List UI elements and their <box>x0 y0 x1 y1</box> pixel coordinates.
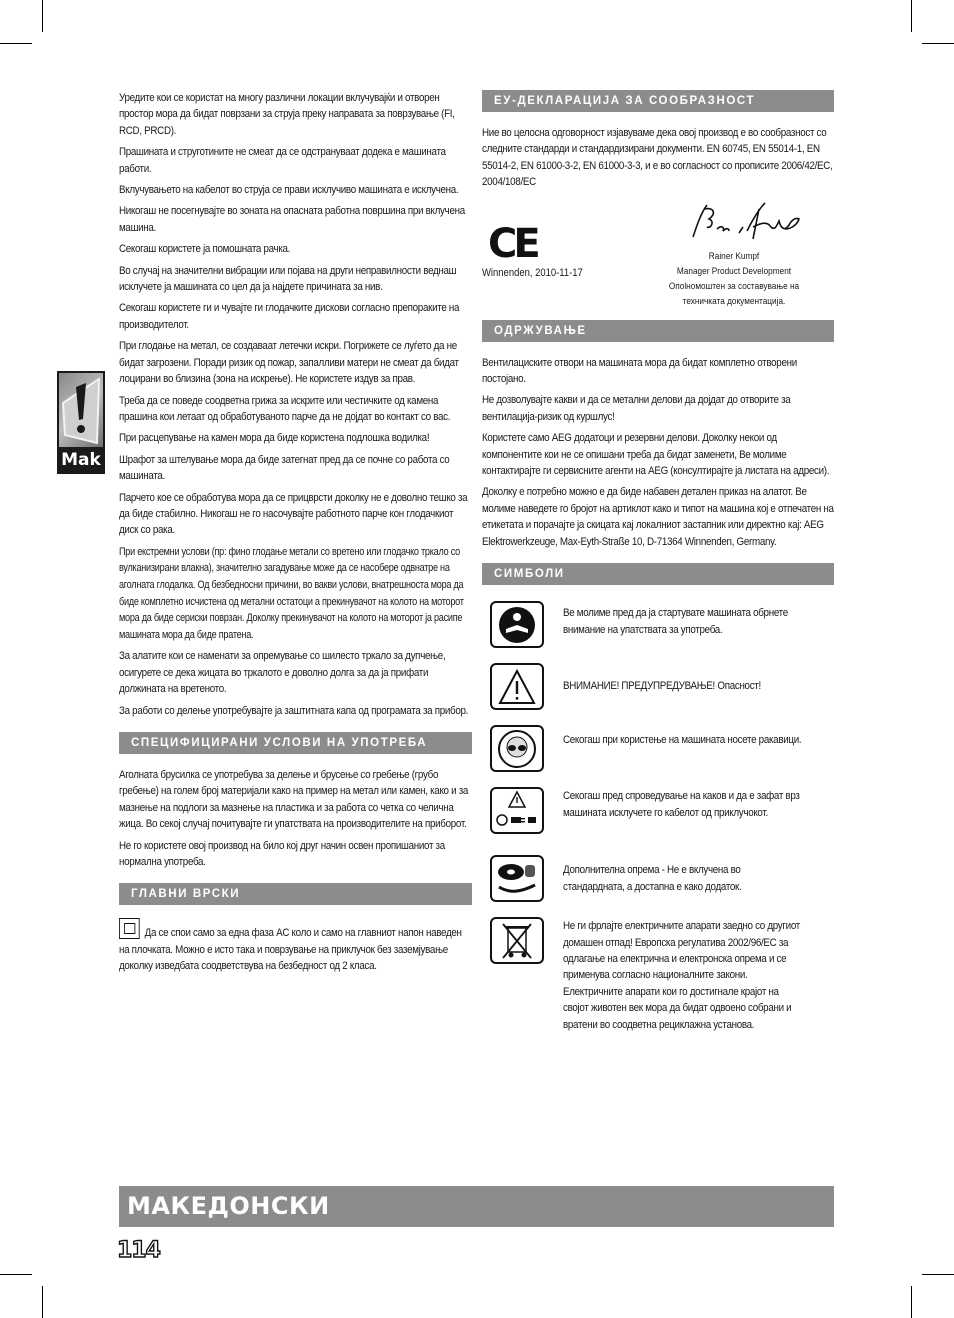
safety-paragraph: Во случај на значителни вибрации или појава на други неправилности веднаш исклучете ја машината со цел да ја најдете причината за нив. <box>119 264 457 294</box>
symbol-text: Секогаш при користење на машината носете ракавици. <box>563 734 802 747</box>
section-header-specified-use: СПЕЦИФИЦИРАНИ УСЛОВИ НА УПОТРЕБА <box>119 732 472 754</box>
safety-paragraph: При расцепување на камен мора да биде користена подлошка водилка! <box>119 432 430 445</box>
signer-name: Rainer Kumpf <box>708 250 760 262</box>
main-connections-paragraph <box>119 918 473 974</box>
signer-info <box>634 249 834 309</box>
symbol-item <box>482 725 834 787</box>
symbol-text: Не ги фрлајте електричните апарати заедно со другиот домашен отпад! Европска регулатива 2002/96/EC за одлагање на електрична и електронска опрема и се применува согласно националните закони. Електричните апарати кои го достигнале крајот на својот животен век мора да бидат одвоено собрани и вратени во соодветна рециклажна установа. <box>563 920 800 1031</box>
symbol-text: ВНИМАНИЕ! ПРЕДУПРЕДУВАЊЕ! Опасност! <box>563 680 761 693</box>
weee-bin-icon <box>490 917 544 964</box>
symbol-item <box>482 787 834 855</box>
symbol-item <box>482 855 834 917</box>
maintenance-paragraph: Не дозволувајте какви и да се метални делови да дојдат до отворите за вентилација-ризик од куршлус! <box>482 394 791 423</box>
protective-goggles-icon <box>490 725 544 772</box>
section-header-maintenance: ОДРЖУВАЊЕ <box>482 320 834 342</box>
crop-mark <box>42 1286 43 1318</box>
accessory-disc-icon <box>490 855 544 902</box>
main-connections-text: Да се спои само за една фаза AC коло и само на главниот напон наведен на плочката. Можно е исто така и поврзување на приклучок без заземјување доколку изведбата соодветствува на безбедност од 2 класа. <box>119 927 462 973</box>
crop-mark <box>0 43 32 44</box>
section-header-declaration: ЕУ-ДЕКЛАРАЦИЈА ЗА СООБРАЗНОСТ <box>482 90 834 112</box>
symbol-item <box>482 917 834 1057</box>
crop-mark <box>911 1286 912 1318</box>
symbol-text: Секогаш пред спроведување на каков и да е зафат врз машината исклучете го кабелот од приклучокот. <box>563 790 800 819</box>
signer-title: Manager Product Development <box>676 265 792 277</box>
signature-image <box>687 199 805 245</box>
safety-paragraph: Секогаш користете ја помошната рачка. <box>119 243 291 256</box>
safety-paragraph: За алатите кои се наменати за опремување со шилесто тркало за дупчење, осигурете се дека жицата во тркалото е доволно долга за да ја прифати должината на вретеното. <box>119 650 446 696</box>
language-side-tab <box>57 371 105 474</box>
declaration-text: Ние во целосна одговорност изјавуваме дека овој производ е во сообразност со следните стандарди и стандардизирани документи. EN 60745, EN 55014-1, EN 55014-2, EN 61000-3-2, EN 61000-3-3, и е во согласност со прописите 2006/42/EC, 2004/108/EC <box>482 127 833 189</box>
symbol-item <box>482 663 834 725</box>
crop-mark <box>0 1274 32 1275</box>
safety-paragraph: Вклучувањето на кабелот во струја се прави исклучиво машината е исклучена. <box>119 184 459 197</box>
language-banner: МАКЕДОНСКИ <box>119 1186 834 1227</box>
safety-paragraph: Уредите кои се користат на многу различни локации вклучувајќи и отворен простор мора да бидат поврзани за струја преку направата за поврзување (FI, RCD, PRCD). <box>119 92 455 137</box>
declaration-signature-block <box>482 199 834 307</box>
warning-exclamation-icon <box>59 373 103 447</box>
safety-paragraph: Секогаш користете ги и чувајте ги глодачките дискови согласно препораките на производителот. <box>119 302 460 331</box>
section-header-symbols: СИМБОЛИ <box>482 563 834 585</box>
left-column <box>119 90 472 980</box>
page-number: 114 <box>117 1238 160 1263</box>
crop-mark <box>922 1274 954 1275</box>
section-header-main-connections: ГЛАВНИ ВРСКИ <box>119 883 472 905</box>
symbols-list <box>482 601 834 1057</box>
right-column <box>482 90 834 1057</box>
safety-paragraph: Никогаш не посегнувајте во зоната на опасната работна површина при вклучена машина. <box>119 205 465 234</box>
symbol-text: Ве молиме пред да ја стартувате машината обрнете внимание на упатствата за употреба. <box>563 607 788 636</box>
ce-mark: CE <box>488 220 537 267</box>
protection-class-2-icon <box>119 918 140 939</box>
symbol-text: Дополнителна опрема - Не е вклучена во стандардната, а достапна е како додаток. <box>563 864 742 893</box>
warning-triangle-icon <box>490 663 544 710</box>
safety-paragraph: За работи со делење употребувајте ја заштитната капа од програмата за прибор. <box>119 704 469 717</box>
specified-use-paragraph: Не го користете овој производ на било кој друг начин освен пропишаниот за нормална употреба. <box>119 839 445 868</box>
maintenance-paragraph: Доколку е потребно можно е да биде набавен детален приказ на алатот. Ве молиме наведете го бројот на артиклот како и типот на машина кој е отпечатен на етикетата и порачајте ја скицата кај локалниот застапник или директно кај: AEG Elektrowerkzeuge, Max-Eyth-Straße 10, D-71364 Winnenden, Germany. <box>482 486 834 548</box>
safety-paragraph: При екстремни услови (пр: фино глодање метали со вретено или глодачко тркало со вулканизирани влакна), значително загадување може да се насобере одвнатре на аголната глодалка. Од безбедносни причини, во вакви услови, внатрешноста мора да биде комплетно исчистена од метални остатоци а прекинувачот на колото на моторот мора да биде сериски поврзан. Доколку прекинувачот на колото на моторот ја расипе машината мора да биде пратена. <box>119 545 464 641</box>
crop-mark <box>42 0 43 32</box>
safety-paragraph: При глодање на метал, се создаваат летечки искри. Погрижете се луѓето да не бидат загрозени. Поради ризик од пожар, запалливи матери не смеат да бидат лоцирани во близина (зона на искрење). Не користете издув за прав. <box>119 340 459 386</box>
symbol-item <box>482 601 834 663</box>
crop-mark <box>911 0 912 32</box>
read-manual-icon <box>490 601 544 648</box>
crop-mark <box>922 43 954 44</box>
declaration-date: Winnenden, 2010-11-17 <box>482 266 583 279</box>
safety-paragraph: Прашината и струготините не смеат да се одстрануваат додека е машината работи. <box>119 146 446 175</box>
unplug-warning-icon <box>490 787 544 834</box>
safety-section <box>119 90 472 719</box>
signer-note: Опolномоштен за составување на техничката документација. <box>668 280 800 307</box>
safety-paragraph: Шрафот за штелување мора да биде затегнат пред да се почне со работа со машината. <box>119 453 450 483</box>
specified-use-paragraph: Аголната брусилка се употребува за делење и брусење со гребење (грубо гребење) на голем број материјали како на пример на метал или камен, како и за мазнење на подлоги за мазнење на пластика и за работа со четка со челична жица. Во секој случај почитувајте ги упатствата на производителите на приборот. <box>119 768 469 831</box>
side-tab-label: Mak <box>61 450 101 470</box>
maintenance-paragraph: Користете само AEG додатоци и резервни делови. Доколку некои од компонентите кои не се опишани треба да бидат заменети, Ве молиме контактирајте ги сервисните агенти на AEG (консултирајте ја листата на адреси). <box>482 432 830 478</box>
safety-paragraph: Парчето кое се обработува мора да се прицврсти доколку не е доволно тешко за да биде стабилно. Никогаш не го насочувајте работното парче кон глодачкиот диск со рака. <box>119 491 468 537</box>
maintenance-paragraph: Вентилациските отвори на машината мора да бидат комплетно отворени постојано. <box>482 356 797 386</box>
safety-paragraph: Треба да се поведе соодветна грижа за искрите или честичките од камена прашина кои летаат од обработуваното парче да не дојдат во контакт со вас. <box>119 394 451 423</box>
